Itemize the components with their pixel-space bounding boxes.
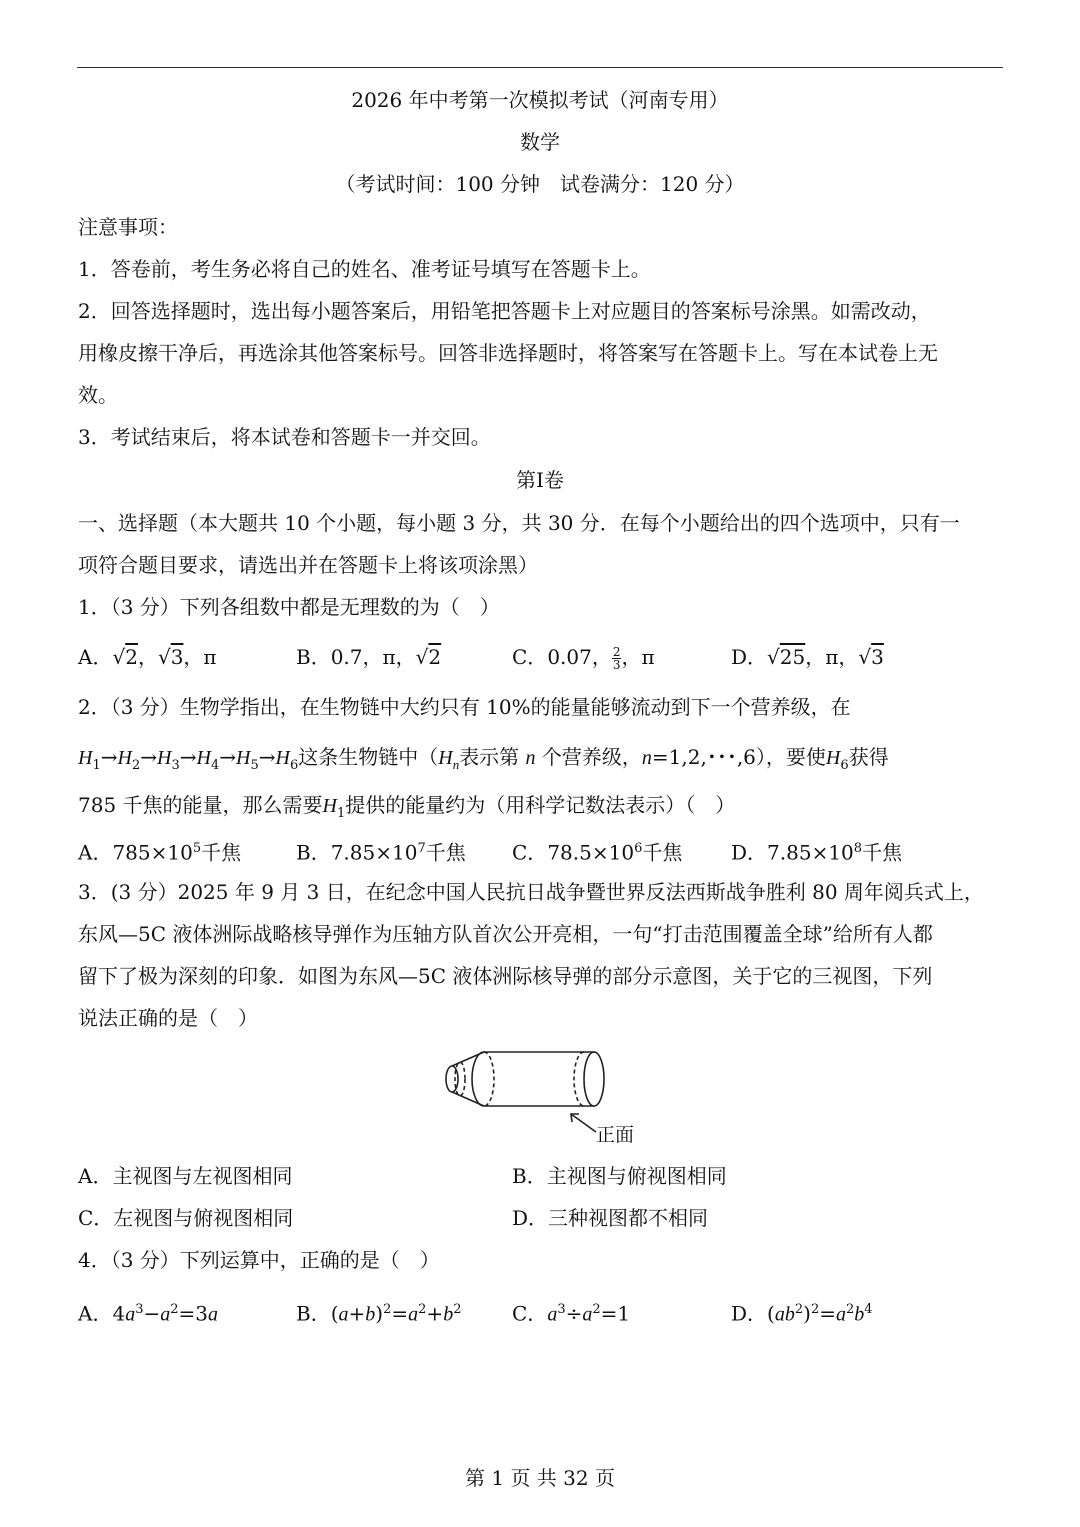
q4-option-a: A．$4a^3-a^2=3a$	[78, 1301, 218, 1326]
q1-option-b: B．0.7，π，√2	[296, 645, 442, 669]
body-end-ellipse	[584, 1052, 604, 1106]
note-3: 3．考试结束后，将本试卷和答题卡一并交回。	[78, 425, 491, 449]
front-label: 正面	[596, 1124, 635, 1146]
section-heading-cont: 项符合题目要求，请选出并在答题卡上将该项涂黑）	[78, 553, 538, 577]
q2-option-b: B．$7.85\times 10^7$千焦	[296, 840, 466, 865]
q3-option-b: B．主视图与俯视图相同	[512, 1164, 727, 1188]
exam-info: （考试时间：100 分钟 试卷满分：120 分）	[335, 172, 745, 196]
q3-option-d: D．三种视图都不相同	[512, 1206, 709, 1230]
fraction: $\frac{2}{3}$	[612, 645, 621, 672]
q1-option-a: A．√2，√3，π	[78, 645, 217, 669]
q3-option-a: A．主视图与左视图相同	[78, 1164, 293, 1188]
q2-stem: 2．（3 分）生物学指出，在生物链中大约只有 10%的能量能够流动到下一个营养级，在	[78, 695, 851, 719]
q2-option-a: A．$785\times 10^5$千焦	[78, 840, 242, 865]
q2-stem-end: 785 千焦的能量，那么需要$H_1$提供的能量约为（用科学记数法表示）（ ）	[78, 793, 736, 821]
section-heading: 一、选择题（本大题共 10 个小题，每小题 3 分，共 30 分．在每个小题给出的四个选项中，只有一	[78, 511, 960, 535]
volume-title: 第Ⅰ卷	[516, 468, 564, 492]
q3-stem: 3．(3 分）2025 年 9 月 3 日，在纪念中国人民抗日战争暨世界反法西斯战争胜利 80 周年阅兵式上，	[78, 880, 984, 904]
exam-title: 2026 年中考第一次模拟考试（河南专用）	[351, 88, 729, 112]
q1-stem: 1．（3 分）下列各组数中都是无理数的为（ ）	[78, 595, 500, 619]
note-2: 2．回答选择题时，选出每小题答案后，用铅笔把答题卡上对应题目的答案标号涂黑。如需改动，	[78, 299, 931, 323]
subject-title: 数学	[520, 130, 560, 154]
q1-option-d: D．√25，π，√3	[731, 645, 884, 669]
q1-option-c: C．0.07， $\frac{2}{3}$ ，π	[512, 645, 655, 672]
q4-option-c: C．$a^3\div a^2=1$	[512, 1301, 631, 1326]
page-footer: 第 1 页 共 32 页	[465, 1466, 615, 1490]
q4-option-b: B．$(a+b)^2=a^2+b^2$	[296, 1301, 462, 1326]
q4-stem: 4．（3 分）下列运算中，正确的是（ ）	[78, 1248, 440, 1272]
header-rule	[77, 67, 1003, 68]
q3-option-c: C．左视图与俯视图相同	[78, 1206, 294, 1230]
note-1: 1．答卷前，考生务必将自己的姓名、准考证号填写在答题卡上。	[78, 257, 651, 281]
notes-title: 注意事项：	[78, 215, 178, 239]
q4-option-d: D．$(ab^2)^2=a^2b^4$	[731, 1301, 873, 1326]
note-2-end: 效。	[78, 383, 118, 407]
q2-chain-line: $H_1\to H_2\to H_3\to H_4\to H_5\to H_6$这条生物链中（$H_n$表示第 n 个营养级，n=1,2,･･･,6），要使$H_6$获得	[78, 745, 889, 773]
q3-stem-4: 说法正确的是（ ）	[78, 1006, 258, 1030]
q2-option-c: C．$78.5\times 10^6$千焦	[512, 840, 683, 865]
q3-stem-3: 留下了极为深刻的印象．如图为东风—5C 液体洲际核导弹的部分示意图，关于它的三视图，下列	[78, 964, 933, 988]
missile-figure	[438, 1040, 638, 1150]
hidden-edge	[455, 1062, 465, 1096]
q2-option-d: D．$7.85\times 10^8$千焦	[731, 840, 903, 865]
note-2-cont: 用橡皮擦干净后，再选涂其他答案标号。回答非选择题时，将答案写在答题卡上。写在本试卷上无	[78, 341, 938, 365]
q3-stem-2: 东风—5C 液体洲际战略核导弹作为压轴方队首次公开亮相，一句“打击范围覆盖全球”给所有人都	[78, 922, 933, 946]
